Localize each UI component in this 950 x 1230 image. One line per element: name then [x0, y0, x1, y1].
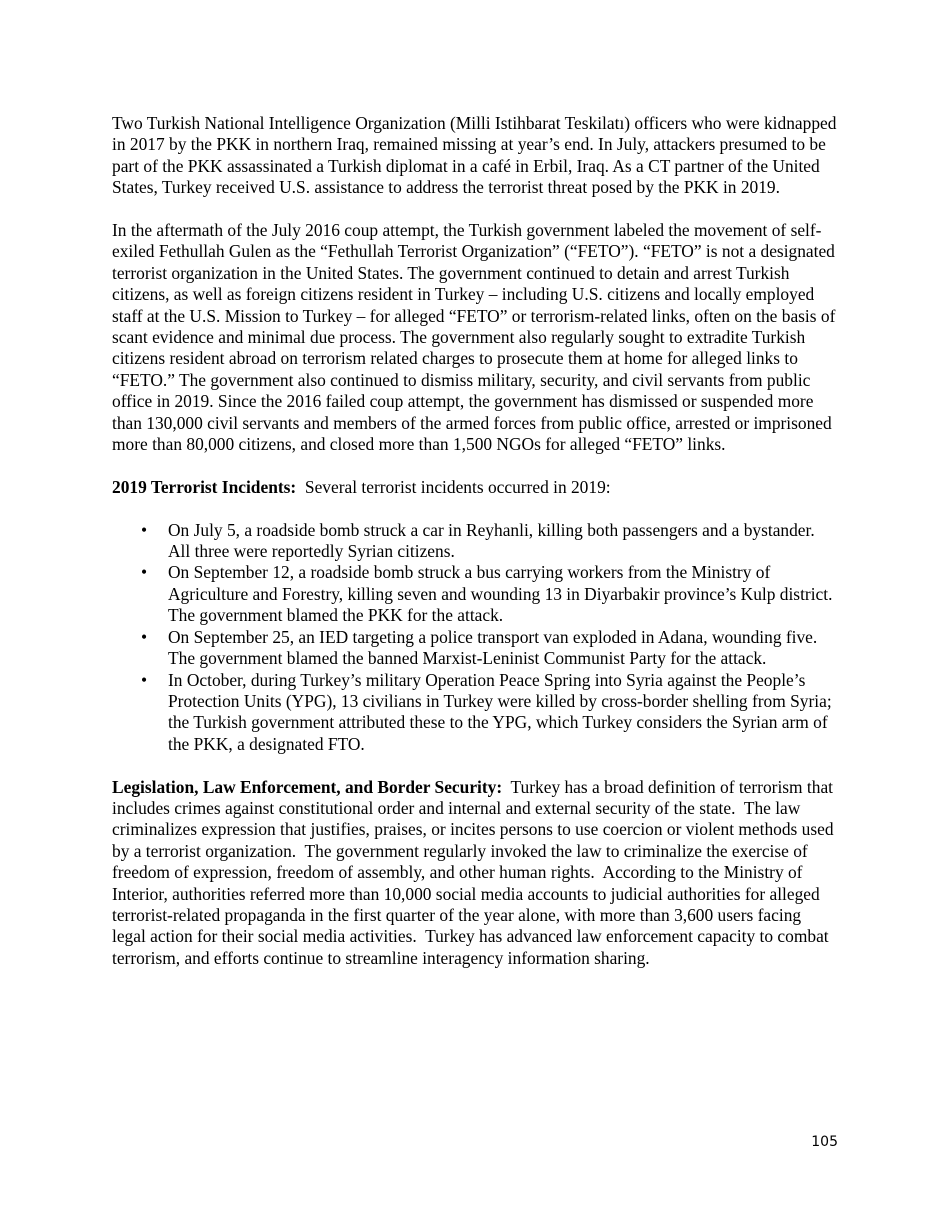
list-item-text: In October, during Turkey’s military Operation Peace Spring into Syria against the People’s Protection Units (YPG), 13 civilians in Turkey were killed by cross-border shelling from Syria; the Turkish government attributed these to the YPG, which Turkey considers the Syrian arm of the PKK, a designated FTO.: [168, 669, 832, 754]
legislation-body: Turkey has a broad definition of terrorism that includes crimes against constitutional order and internal and external security of the state. The law criminalizes expression that justifies, praises, or incites persons to use coercion or violent methods used by a terrorist organization. The government regularly invoked the law to criminalize the exercise of freedom of expression, freedom of assembly, and other human rights. According to the Ministry of Interior, authorities referred more than 10,000 social media accounts to judicial authorities for alleged terrorist-related propaganda in the first quarter of the year alone, with more than 3,600 users facing legal action for their social media activities. Turkey has advanced law enforcement capacity to combat terrorism, and efforts continue to streamline interagency information sharing.: [112, 776, 838, 968]
paragraph-intelligence-officers: Two Turkish National Intelligence Organization (Milli Istihbarat Teskilatı) officers who were kidnapped in 2017 by the PKK in northern Iraq, remained missing at year’s end. In July, attackers presumed to be part of the PKK assassinated a Turkish diplomat in a café in Erbil, Iraq. As a CT partner of the United States, Turkey received U.S. assistance to address the terrorist threat posed by the PKK in 2019.: [112, 113, 837, 198]
incidents-intro: Several terrorist incidents occurred in 2019:: [296, 476, 611, 497]
list-item: [112, 562, 838, 626]
incidents-paragraph: [112, 477, 838, 498]
bullet-icon: •: [141, 669, 148, 690]
incidents-heading: 2019 Terrorist Incidents:: [112, 476, 297, 497]
list-item: [112, 520, 838, 563]
list-item-text: On July 5, a roadside bomb struck a car in Reyhanli, killing both passengers and a bystander. All three were reportedly Syrian citizens.: [168, 519, 815, 562]
incidents-list: [112, 520, 838, 755]
legislation-paragraph: [112, 777, 838, 970]
paragraph-feto: In the aftermath of the July 2016 coup attempt, the Turkish government labeled the movement of self-exiled Fethullah Gulen as the “Fethullah Terrorist Organization” (“FETO”). “FETO” is not a designated terrorist organization in the United States. The government continued to detain and arrest Turkish citizens, as well as foreign citizens resident in Turkey – including U.S. citizens and locally employed staff at the U.S. Mission to Turkey – for alleged “FETO” or terrorism-related links, often on the basis of scant evidence and minimal due process. The government also regularly sought to extradite Turkish citizens resident abroad on terrorism related charges to prosecute them at home for alleged links to “FETO.” The government also continued to dismiss military, security, and civil servants from public office in 2019. Since the 2016 failed coup attempt, the government has dismissed or suspended more than 130,000 civil servants and members of the armed forces from public office, arrested or imprisoned more than 80,000 citizens, and closed more than 1,500 NGOs for alleged “FETO” links.: [112, 220, 836, 455]
legislation-heading: Legislation, Law Enforcement, and Border Security:: [112, 776, 503, 797]
bullet-icon: •: [141, 626, 148, 647]
bullet-icon: •: [141, 519, 148, 540]
document-page: [112, 113, 838, 991]
bullet-icon: •: [141, 562, 148, 583]
list-item: [112, 670, 838, 756]
page-number: 105: [811, 1134, 838, 1150]
list-item-text: On September 25, an IED targeting a police transport van exploded in Adana, wounding five. The government blamed the banned Marxist-Leninist Communist Party for the attack.: [168, 626, 818, 669]
list-item: [112, 627, 838, 670]
list-item-text: On September 12, a roadside bomb struck a bus carrying workers from the Ministry of Agriculture and Forestry, killing seven and wounding 13 in Diyarbakir province’s Kulp district. The government blamed the PKK for the attack.: [168, 562, 833, 626]
